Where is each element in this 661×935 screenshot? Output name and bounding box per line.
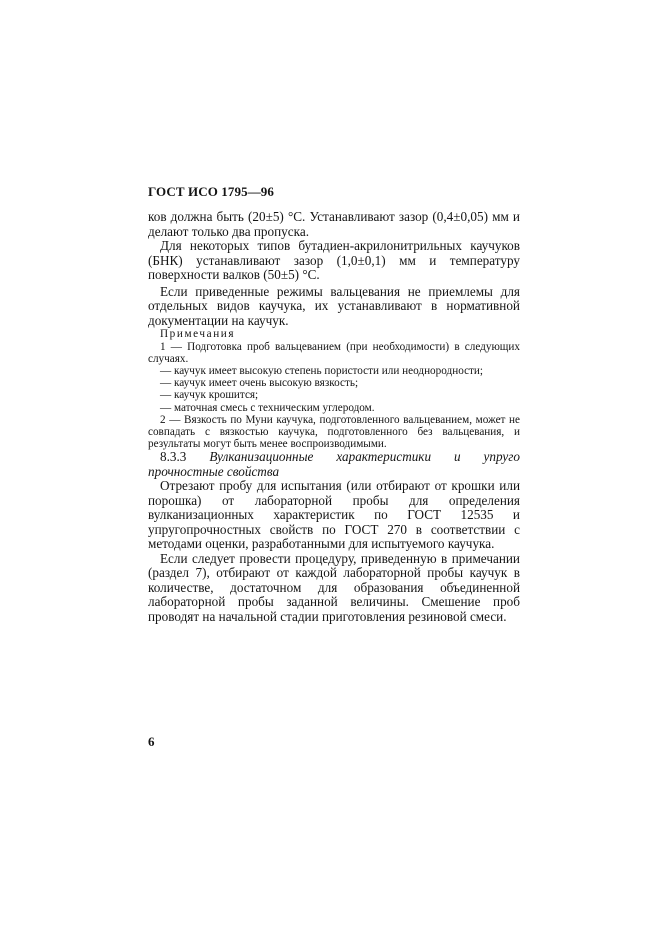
paragraph-bnk-gap: Для некоторых типов бутадиен-акрилонитрильных каучуков (БНК) устанавливают зазор (1,0±0,1) мм и температуру поверхности валков (50±5) °С. (148, 238, 520, 282)
note-1-item: — маточная смесь с техническим углеродом. (160, 401, 375, 414)
notes-heading: Примечания (160, 328, 236, 340)
paragraph-rolling-temperature: ков должна быть (20±5) °С. Устанавливают зазор (0,4±0,05) мм и делают только два пропуска. (148, 209, 520, 239)
note-1-item: — каучук имеет очень высокую вязкость; (160, 377, 359, 390)
section-heading (148, 450, 520, 479)
section-title: Вулканизационные характеристики и упруго прочностные свойства (148, 449, 520, 479)
page-number: 6 (148, 734, 155, 749)
paragraph-combined-sample: Если следует провести процедуру, приведенную в примечании (раздел 7), отбирают от каждой лабораторной пробы каучук в количестве, достаточном для образования объединенной лабораторной пробы заданной величины. Смешение проб проводят на начальной стадии приготовления резиновой смеси. (148, 550, 520, 624)
note-2: 2 — Вязкость по Муни каучука, подготовленного вальцеванием, может не совпадать с вязкостью каучука, подготовленного без вальцевания, и результаты могут быть менее воспроизводимыми. (148, 413, 520, 451)
paragraph-test-sample: Отрезают пробу для испытания (или отбирают от крошки или порошка) от лабораторной пробы для определения вулканизационных характеристик по ГОСТ 12535 и упругопрочностных свойств по ГОСТ 270 в соответствии с методами оценки, разработанными для испытуемого каучука. (148, 478, 520, 552)
paragraph-rolling-modes: Если приведенные режимы вальцевания не приемлемы для отдельных видов каучука, их устанавливают в нормативной документации на каучук. (148, 283, 520, 328)
page-body (148, 210, 520, 624)
note-1-item: — каучук имеет высокую степень пористости или неоднородности; (160, 365, 484, 377)
note-1-item: — каучук крошится; (160, 389, 259, 402)
note-1-intro: 1 — Подготовка проб вальцеванием (при необходимости) в следующих случаях. (148, 340, 520, 365)
document-header: ГОСТ ИСО 1795—96 (148, 184, 274, 199)
section-number: 8.3.3 (160, 449, 187, 465)
